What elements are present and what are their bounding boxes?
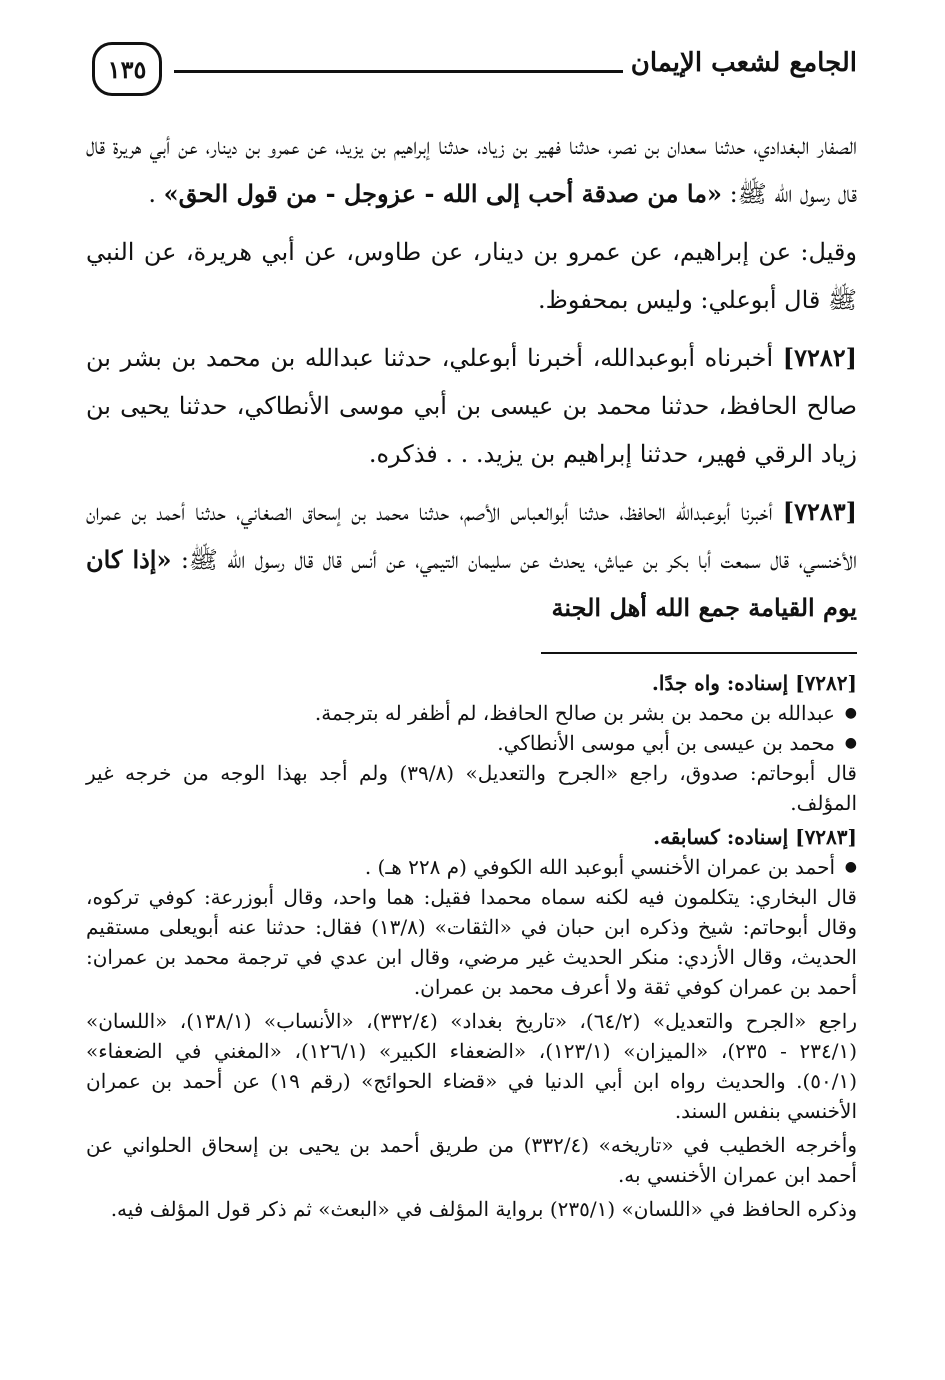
footnote-paragraph: وذكره الحافظ في «اللسان» (٢٣٥/١) برواية المؤلف في «البعث» ثم ذكر قول المؤلف فيه. [110,1197,857,1221]
footnote-heading-7283: [٧٢٨٣] إسناده: كسابقه. [653,825,857,849]
footnote-bullet: ● محمد بن عيسى بن أبي موسى الأنطاكي. [86,728,857,758]
footnote-separator [541,652,857,654]
hadith-quote: «إذا كان يوم القيامة جمع الله أهل الجنة [86,545,857,622]
footnote-paragraph: وأخرجه الخطيب في «تاريخه» (٣٣٢/٤) من طريق أحمد بن يحيى بن إسحاق الحلواني عن أحمد ابن عمران الأخنسي به. [86,1133,858,1187]
hadith-number: [٧٢٨٣] [782,497,857,526]
paragraph-text: أخبرناه أبوعبدالله، أخبرنا أبوعلي، حدثنا عبدالله بن محمد بن بشر بن صالح الحافظ، حدثنا محمد بن عيسى بن أبي موسى الأنطاكي، حدثنا يحيى بن زياد الرقي فهير، حدثنا إبراهيم بن يزيد. . . فذكره. [86,344,857,468]
footnote-bullet: ● أحمد بن عمران الأخنسي أبوعبد الله الكوفي (م ٢٢٨ هـ) . [86,852,857,882]
footnote-heading-7282: [٧٢٨٢] إسناده: واه جدًا. [651,671,857,695]
paragraph-end: . [148,180,164,208]
running-title: الجامع لشعب الإيمان [630,48,857,78]
paragraph-2 [86,228,857,324]
page-header [86,38,857,100]
footnotes [86,668,857,1224]
page-number: ١٣٥ [92,42,162,96]
main-text [86,122,857,632]
hadith-quote: «ما من صدقة أحب إلى الله - عزوجل - من قول الحق» [163,179,722,208]
footnote-paragraph: قال البخاري: يتكلمون فيه لكنه سماه محمدا فقيل: هما واحد، وقال أبوزرعة: كوفي تركوه، وقال أبوحاتم: شيخ وذكره ابن حبان في «الثقات» (١٣/٨) فقال: حدثنا عنه أبويعلى مستقيم الحديث، وقال الأزدي: منكر الحديث غير مرضي، وقال ابن عدي في ترجمة محمد بن عمران: أحمد بن عمران كوفي ثقة ولا أعرف محمد بن عمران. [86,885,857,999]
footnote-paragraph: قال أبوحاتم: صدوق، راجع «الجرح والتعديل» (٣٩/٨) ولم أجد بهذا الوجه من خرجه غير المؤلف. [86,761,857,815]
footnote-bullet: ● عبدالله بن محمد بن بشر بن صالح الحافظ، لم أظفر له بترجمة. [86,698,857,728]
paragraph-text: أخبرنا أبوعبدالله الحافظ، حدثنا أبوالعباس الأصم، حدثنا محمد بن إسحاق الصغاني، حدثنا أحمد بن عمران الأخنسي، قال سمعت أبا بكر بن عياش، يحدث عن سليمان التيمي، عن أنس قال قال رسول الله ﷺ: [86,498,857,574]
paragraph-text: وقيل: عن إبراهيم، عن عمرو بن دينار، عن طاوس، عن أبي هريرة، عن النبي ﷺ قال أبوعلي: وليس بمحفوظ. [86,238,857,314]
footnote-paragraph: راجع «الجرح والتعديل» (٦٤/٢)، «تاريخ بغداد» (٣٣٢/٤)، «الأنساب» (١٣٨/١)، «اللسان» (٢٣٤/١ - ٢٣٥)، «الميزان» (١٢٣/١)، «الضعفاء الكبير» (١٢٦/١)، «المغني في الضعفاء» (٥٠/١). والحديث رواه ابن أبي الدنيا في «قضاء الحوائج» (رقم ١٩) عن أحمد بن عمران الأخنسي بنفس السند. [86,1009,858,1123]
hadith-number: [٧٢٨٢] [782,343,857,372]
hadith-7283 [86,488,857,632]
hadith-7282 [86,334,857,478]
paragraph-text: الصفار البغدادي، حدثنا سعدان بن نصر، حدثنا فهير بن زياد، حدثنا إبراهيم بن يزيد، عن عمرو بن دينار، عن أبي هريرة قال قال رسول الله ﷺ: [86,132,857,208]
paragraph-1 [86,122,857,218]
header-rule [174,70,623,73]
